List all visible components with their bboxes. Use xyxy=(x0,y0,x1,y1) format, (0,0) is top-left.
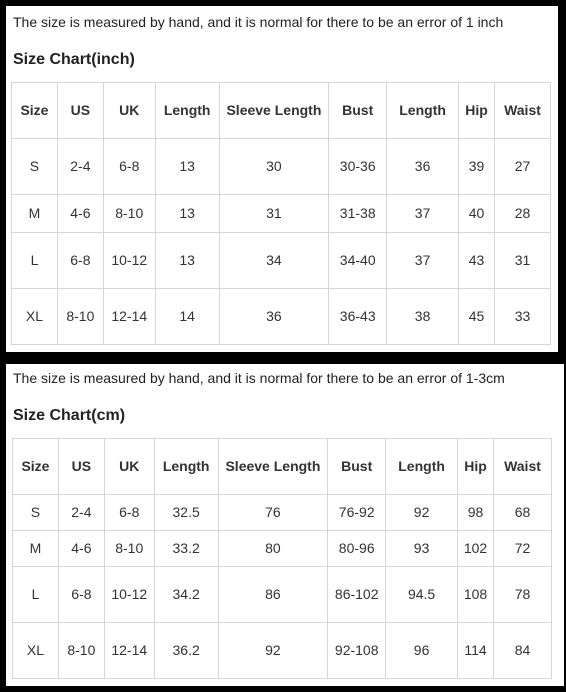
cell-bust: 86-102 xyxy=(328,567,386,623)
cell-length-2: 37 xyxy=(387,233,459,289)
size-chart-inch-table xyxy=(11,82,551,345)
header-bust: Bust xyxy=(328,439,386,495)
cell-waist: 72 xyxy=(494,531,552,567)
size-chart-cm-panel xyxy=(6,364,564,686)
header-sleeve-length: Sleeve Length xyxy=(218,439,328,495)
cell-size: XL xyxy=(13,623,59,679)
table-header-row xyxy=(13,439,552,495)
header-sleeve-length: Sleeve Length xyxy=(219,83,329,139)
cell-length-2: 92 xyxy=(386,495,458,531)
header-length: Length xyxy=(155,83,219,139)
size-chart-inch-panel xyxy=(6,6,558,352)
cell-hip: 102 xyxy=(458,531,494,567)
cell-hip: 40 xyxy=(459,195,495,233)
measurement-note-cm: The size is measured by hand, and it is normal for there to be an error of 1-3cm xyxy=(13,370,505,386)
cell-hip: 39 xyxy=(459,139,495,195)
cell-uk: 10-12 xyxy=(104,567,154,623)
size-chart-cm-title: Size Chart(cm) xyxy=(13,407,126,424)
cell-uk: 8-10 xyxy=(103,195,155,233)
header-uk: UK xyxy=(103,83,155,139)
cell-hip: 114 xyxy=(458,623,494,679)
cell-us: 2-4 xyxy=(58,495,104,531)
cell-waist: 68 xyxy=(494,495,552,531)
cell-uk: 10-12 xyxy=(103,233,155,289)
header-us: US xyxy=(58,439,104,495)
header-hip: Hip xyxy=(458,439,494,495)
cell-length: 33.2 xyxy=(154,531,218,567)
cell-hip: 43 xyxy=(459,233,495,289)
cell-sleeve-length: 76 xyxy=(218,495,328,531)
cell-length-2: 36 xyxy=(387,139,459,195)
cell-sleeve-length: 80 xyxy=(218,531,328,567)
table-row xyxy=(12,139,551,195)
cell-length: 36.2 xyxy=(154,623,218,679)
cell-bust: 30-36 xyxy=(329,139,387,195)
table-row xyxy=(12,195,551,233)
cell-uk: 6-8 xyxy=(103,139,155,195)
cell-sleeve-length: 86 xyxy=(218,567,328,623)
cell-uk: 6-8 xyxy=(104,495,154,531)
cell-sleeve-length: 30 xyxy=(219,139,329,195)
cell-uk: 12-14 xyxy=(104,623,154,679)
cell-bust: 34-40 xyxy=(329,233,387,289)
cell-us: 4-6 xyxy=(57,195,103,233)
cell-us: 6-8 xyxy=(57,233,103,289)
cell-bust: 31-38 xyxy=(329,195,387,233)
size-chart-cm-table xyxy=(12,438,552,679)
cell-bust: 92-108 xyxy=(328,623,386,679)
cell-size: L xyxy=(13,567,59,623)
cell-us: 8-10 xyxy=(58,623,104,679)
table-row xyxy=(13,567,552,623)
header-waist: Waist xyxy=(494,439,552,495)
table-row xyxy=(13,623,552,679)
cell-hip: 98 xyxy=(458,495,494,531)
header-length-2: Length xyxy=(386,439,458,495)
cell-us: 4-6 xyxy=(58,531,104,567)
table-row xyxy=(12,289,551,345)
cell-bust: 36-43 xyxy=(329,289,387,345)
cell-length: 13 xyxy=(155,195,219,233)
header-us: US xyxy=(57,83,103,139)
cell-length-2: 96 xyxy=(386,623,458,679)
header-size: Size xyxy=(12,83,58,139)
cell-length: 32.5 xyxy=(154,495,218,531)
header-hip: Hip xyxy=(459,83,495,139)
header-bust: Bust xyxy=(329,83,387,139)
cell-waist: 78 xyxy=(494,567,552,623)
cell-length: 34.2 xyxy=(154,567,218,623)
cell-sleeve-length: 36 xyxy=(219,289,329,345)
cell-sleeve-length: 31 xyxy=(219,195,329,233)
cell-length: 14 xyxy=(155,289,219,345)
cell-uk: 8-10 xyxy=(104,531,154,567)
cell-bust: 76-92 xyxy=(328,495,386,531)
cell-length-2: 93 xyxy=(386,531,458,567)
header-size: Size xyxy=(13,439,59,495)
table-row xyxy=(13,531,552,567)
cell-length: 13 xyxy=(155,139,219,195)
header-waist: Waist xyxy=(495,83,551,139)
cell-us: 6-8 xyxy=(58,567,104,623)
header-uk: UK xyxy=(104,439,154,495)
cell-waist: 33 xyxy=(495,289,551,345)
size-chart-inch-title: Size Chart(inch) xyxy=(13,51,135,68)
cell-length-2: 38 xyxy=(387,289,459,345)
table-row xyxy=(12,233,551,289)
cell-sleeve-length: 92 xyxy=(218,623,328,679)
cell-bust: 80-96 xyxy=(328,531,386,567)
table-header-row xyxy=(12,83,551,139)
cell-size: M xyxy=(13,531,59,567)
cell-length-2: 37 xyxy=(387,195,459,233)
cell-size: S xyxy=(12,139,58,195)
cell-length: 13 xyxy=(155,233,219,289)
cell-size: M xyxy=(12,195,58,233)
cell-waist: 27 xyxy=(495,139,551,195)
header-length: Length xyxy=(154,439,218,495)
cell-uk: 12-14 xyxy=(103,289,155,345)
cell-us: 2-4 xyxy=(57,139,103,195)
cell-waist: 31 xyxy=(495,233,551,289)
cell-hip: 108 xyxy=(458,567,494,623)
cell-size: L xyxy=(12,233,58,289)
cell-waist: 84 xyxy=(494,623,552,679)
measurement-note-inch: The size is measured by hand, and it is normal for there to be an error of 1 inch xyxy=(13,14,504,30)
cell-us: 8-10 xyxy=(57,289,103,345)
cell-hip: 45 xyxy=(459,289,495,345)
header-length-2: Length xyxy=(387,83,459,139)
cell-size: XL xyxy=(12,289,58,345)
table-row xyxy=(13,495,552,531)
cell-waist: 28 xyxy=(495,195,551,233)
cell-length-2: 94.5 xyxy=(386,567,458,623)
cell-size: S xyxy=(13,495,59,531)
cell-sleeve-length: 34 xyxy=(219,233,329,289)
